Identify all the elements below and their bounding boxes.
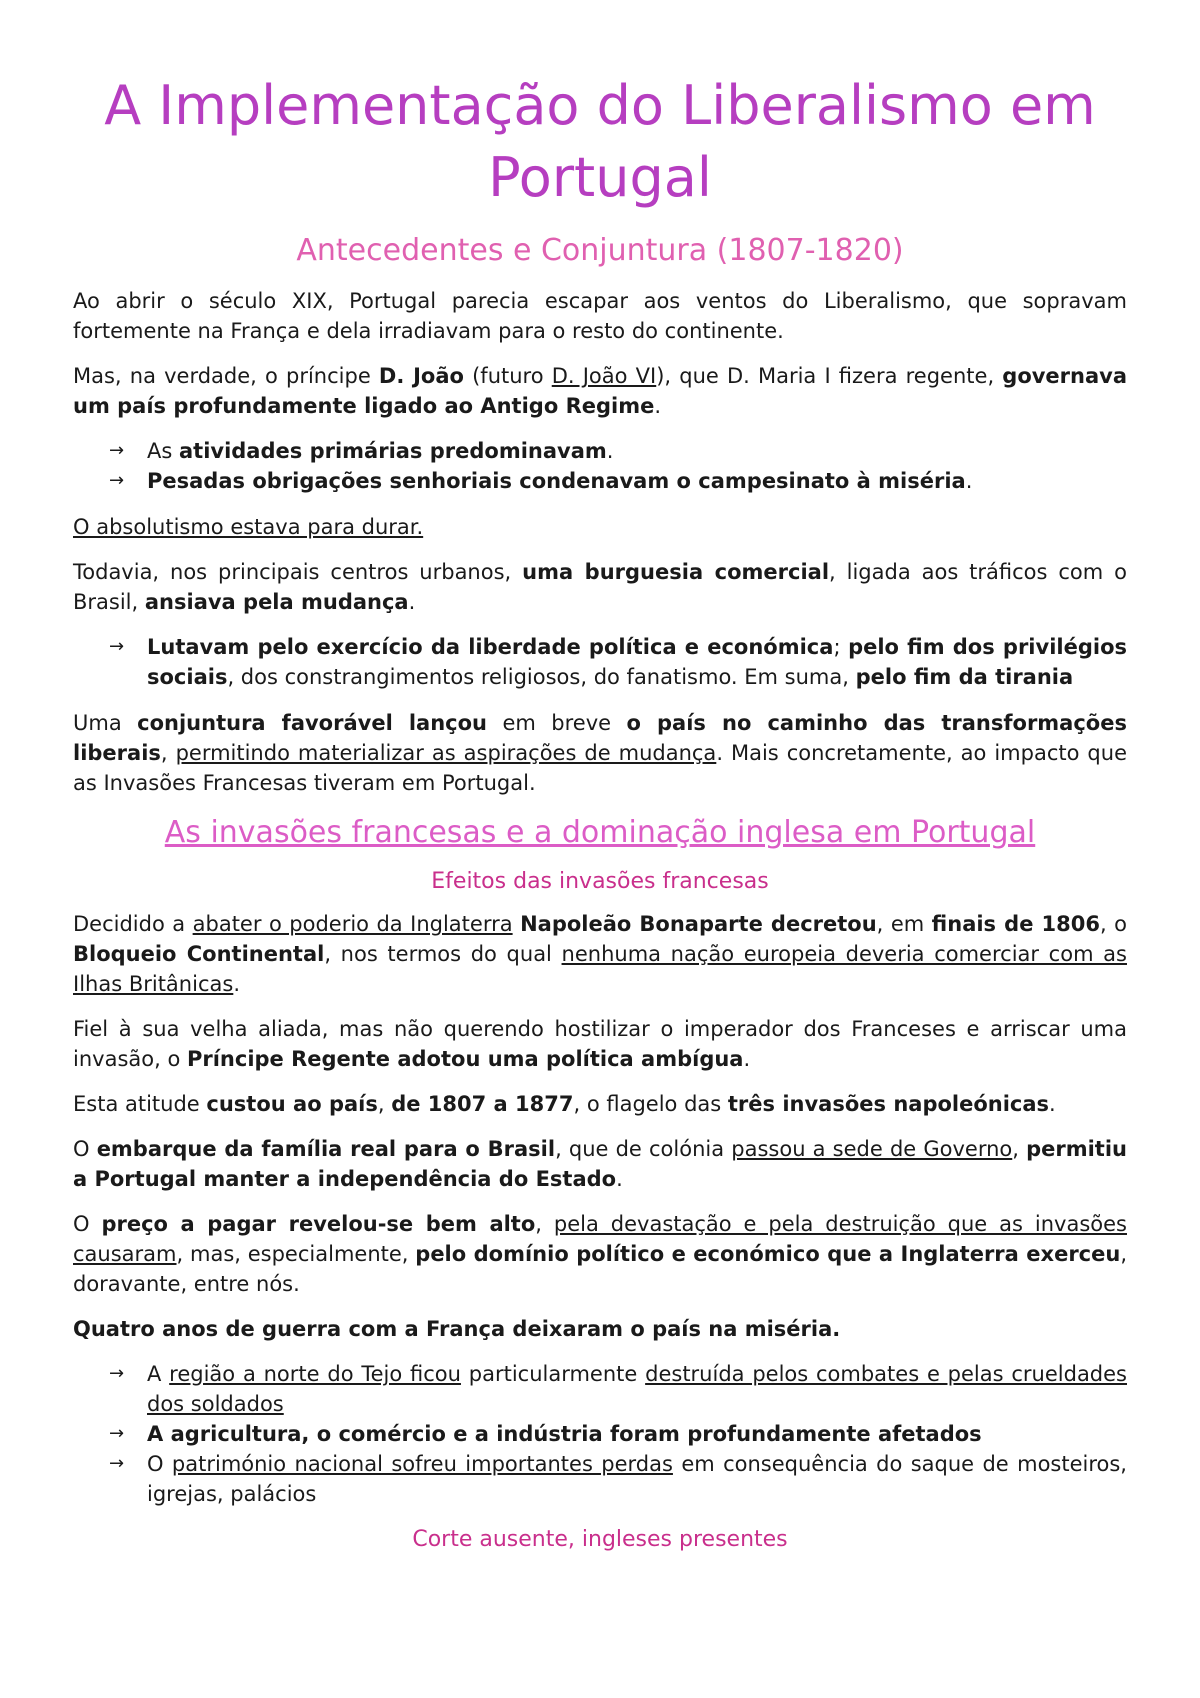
list-item: → O património nacional sofreu importantes perdas em consequência do saque de mosteiros, igrejas, palácios [147, 1449, 1127, 1509]
arrow-right-icon: → [109, 470, 125, 491]
bullet-list-lutavam [73, 632, 1127, 692]
paragraph-intro: Ao abrir o século XIX, Portugal parecia escapar aos ventos do Liberalismo, que sopravam fortemente na França e dela irradiavam para o resto do continente. [73, 289, 1127, 343]
paragraph-embarque: O embarque da família real para o Brasil, que de colónia passou a sede de Governo, permitiu a Portugal manter a independência do Estado. [73, 1137, 1127, 1191]
bullet-list-consequencias [73, 1359, 1127, 1509]
bullet-list-antigo-regime [73, 436, 1127, 496]
paragraph-atitude: Esta atitude custou ao país, de 1807 a 1877, o flagelo das três invasões napoleónicas. [73, 1092, 1056, 1116]
paragraph-d-joao: Mas, na verdade, o príncipe D. João (futuro D. João VI), que D. Maria I fizera regente, governava um país profundamente ligado ao Antigo Regime. [73, 364, 1128, 418]
paragraph-quatro-anos: Quatro anos de guerra com a França deixaram o país na miséria. [73, 1317, 841, 1341]
paragraph-burguesia: Todavia, nos principais centros urbanos, uma burguesia comercial, ligada aos tráficos com o Brasil, ansiava pela mudança. [73, 560, 1127, 614]
section-heading-antecedentes: Antecedentes e Conjuntura (1807-1820) [296, 233, 904, 268]
paragraph-conjuntura: Uma conjuntura favorável lançou em breve o país no caminho das transformações liberais, permitindo materializar as aspirações de mudança. Mais concretamente, ao impacto que as Invasões Francesas tiveram em Portugal. [73, 711, 1127, 795]
arrow-right-icon: → [109, 1453, 125, 1474]
list-item: → As atividades primárias predominavam. [147, 436, 1127, 466]
arrow-right-icon: → [109, 636, 125, 657]
arrow-right-icon: → [109, 1363, 125, 1384]
list-item: → A região a norte do Tejo ficou particularmente destruída pelos combates e pelas crueldades dos soldados [147, 1359, 1127, 1419]
paragraph-bloqueio: Decidido a abater o poderio da Inglaterra Napoleão Bonaparte decretou, em finais de 1806, o Bloqueio Continental, nos termos do qual nenhuma nação europeia deveria comerciar com as Ilhas Britânicas. [73, 912, 1127, 996]
paragraph-preco: O preço a pagar revelou-se bem alto, pela devastação e pela destruição que as invasões causaram, mas, especialmente, pelo domínio político e económico que a Inglaterra exerceu, doravante, entre nós. [73, 1212, 1128, 1296]
arrow-right-icon: → [109, 440, 125, 461]
section-heading-invasoes: As invasões francesas e a dominação inglesa em Portugal [164, 815, 1036, 850]
subheading-corte-ausente: Corte ausente, ingleses presentes [412, 1527, 788, 1552]
list-item: → Pesadas obrigações senhoriais condenavam o campesinato à miséria. [147, 466, 1127, 496]
list-item: → Lutavam pelo exercício da liberdade política e económica; pelo fim dos privilégios sociais, dos constrangimentos religiosos, do fanatismo. Em suma, pelo fim da tirania [147, 632, 1127, 692]
list-item: → A agricultura, o comércio e a indústria foram profundamente afetados [147, 1419, 1127, 1449]
paragraph-aliada: Fiel à sua velha aliada, mas não querendo hostilizar o imperador dos Franceses e arriscar uma invasão, o Príncipe Regente adotou uma política ambígua. [73, 1017, 1127, 1071]
paragraph-absolutismo: O absolutismo estava para durar. [73, 515, 424, 539]
page-title: A Implementação do Liberalismo em Portugal [104, 74, 1096, 209]
subheading-efeitos: Efeitos das invasões francesas [431, 869, 769, 894]
arrow-right-icon: → [109, 1423, 125, 1444]
